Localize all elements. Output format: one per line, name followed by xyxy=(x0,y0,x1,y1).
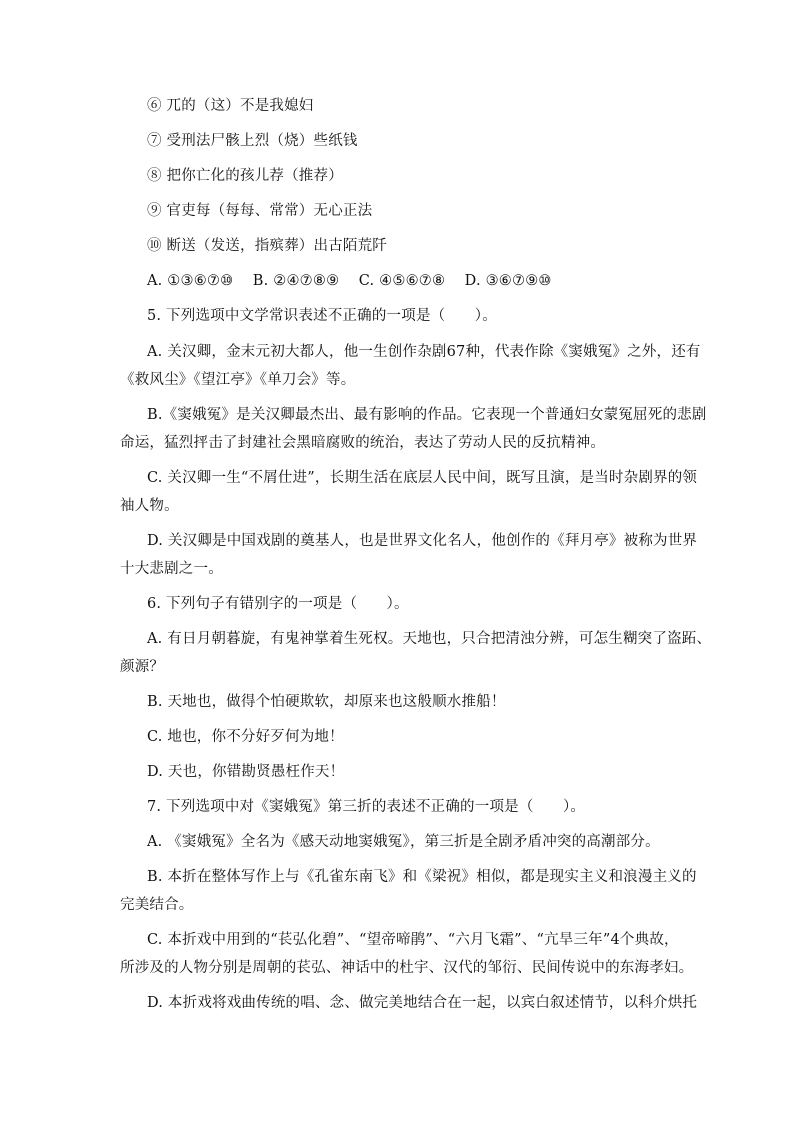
q6-option-c: C. 地也，你不分好歹何为地！ xyxy=(147,729,344,745)
option-item-10: ⑩ 断送（发送，指殡葬）出古陌荒阡 xyxy=(147,238,388,254)
q5-stem: 5. 下列选项中文学常识表述不正确的一项是（ ）。 xyxy=(147,308,497,324)
option-item-9: ⑨ 官吏每（每每、常常）无心正法 xyxy=(147,203,373,219)
q7-option-c-line2: 所涉及的人物分别是周朝的苌弘、神话中的杜宇、汉代的邹衍、民间传说中的东海孝妇。 xyxy=(120,960,694,976)
q7-option-a: A. 《窦娥冤》全名为《感天动地窦娥冤》，第三折是全剧矛盾冲突的高潮部分。 xyxy=(147,834,660,850)
q5-option-a-line2: 《救风尘》《望江亭》《单刀会》等。 xyxy=(120,372,356,388)
q7-option-b-line1: B. 本折在整体写作上与《孔雀东南飞》和《梁祝》相似，都是现实主义和浪漫主义的 xyxy=(147,869,697,885)
option-item-8: ⑧ 把你亡化的孩儿荐（推荐） xyxy=(147,168,343,184)
q5-option-c-line2: 袖人物。 xyxy=(120,498,179,514)
q6-stem: 6. 下列句子有错别字的一项是（ ）。 xyxy=(147,596,409,612)
q7-option-b-line2: 完美结合。 xyxy=(120,897,194,913)
q5-option-c-line1: C. 关汉卿一生“不屑仕进”，长期生活在底层人民中间，既写且演，是当时杂剧界的领 xyxy=(147,470,698,486)
q5-option-d-line2: 十大悲剧之一。 xyxy=(120,561,223,577)
q5-option-a-line1: A. 关汉卿，金末元初大都人，他一生创作杂剧67种，代表作除《窦娥冤》之外，还有 xyxy=(147,344,701,360)
q7-option-c-line1: C. 本折戏中用到的“苌弘化碧”、“望帝啼鹃”、“六月飞霜”、“亢旱三年”4个典故， xyxy=(147,932,679,948)
q5-option-b-line1: B.《窦娥冤》是关汉卿最杰出、最有影响的作品。它表现一个普通妇女蒙冤屈死的悲剧 xyxy=(147,407,707,423)
q4-answer-options: A. ①③⑥⑦⑩ B. ②④⑦⑧⑨ C. ④⑤⑥⑦⑧ D. ③⑥⑦⑨⑩ xyxy=(147,273,552,289)
q5-option-d-line1: D. 关汉卿是中国戏剧的奠基人，也是世界文化名人，他创作的《拜月亭》被称为世界 xyxy=(147,533,698,549)
option-item-7: ⑦ 受刑法尸骸上烈（烧）些纸钱 xyxy=(147,133,358,149)
q5-option-b-line2: 命运，猛烈抨击了封建社会黑暗腐败的统治，表达了劳动人民的反抗精神。 xyxy=(120,435,606,451)
q6-option-a-line2: 颜源？ xyxy=(120,659,165,675)
q6-option-b: B. 天地也，做得个怕硬欺软，却原来也这般顺水推船！ xyxy=(147,694,506,710)
q7-option-d-line1: D. 本折戏将戏曲传统的唱、念、做完美地结合在一起，以宾白叙述情节，以科介烘托 xyxy=(147,995,698,1011)
option-item-6: ⑥ 兀的（这）不是我媳妇 xyxy=(147,98,314,114)
q7-stem: 7. 下列选项中对《窦娥冤》第三折的表述不正确的一项是（ ）。 xyxy=(147,799,586,815)
q6-option-a-line1: A. 有日月朝暮旋，有鬼神掌着生死权。天地也，只合把清浊分辨，可怎生糊突了盗跖、 xyxy=(147,631,712,647)
q6-option-d: D. 天也，你错勘贤愚枉作天！ xyxy=(147,764,345,780)
